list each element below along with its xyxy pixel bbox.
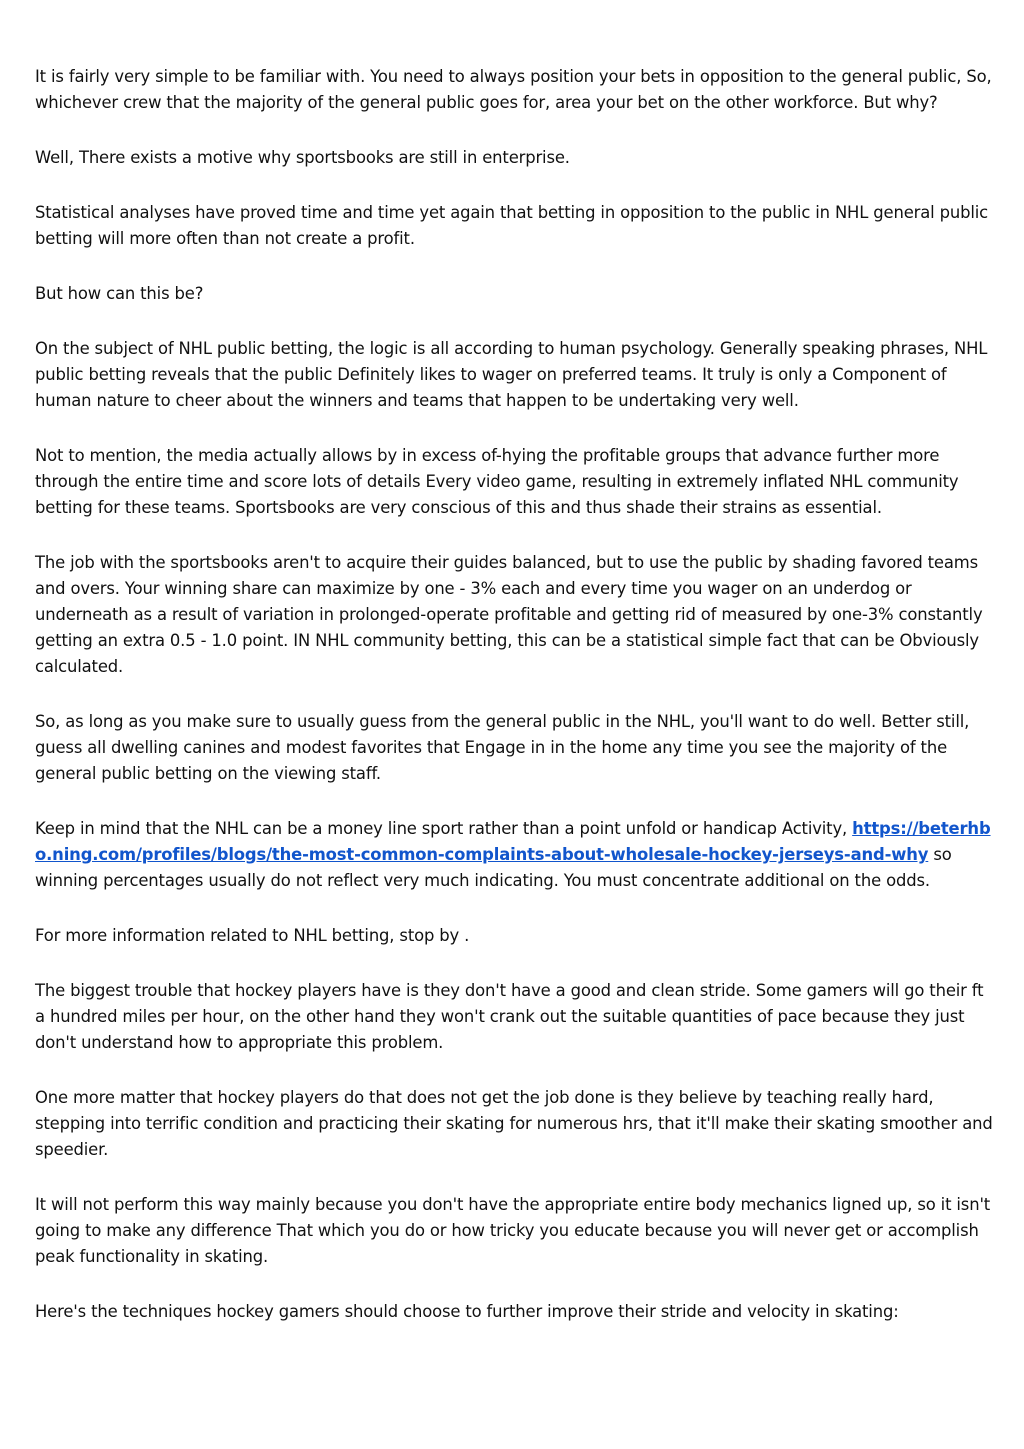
paragraph: It is fairly very simple to be familiar with. You need to always position your bets in opposition to the general public, So, whichever crew that the majority of the general public goes for, area your bet on the other workforce. But why?	[35, 67, 992, 112]
paragraph: Here's the techniques hockey gamers should choose to further improve their stride and velocity in skating:	[35, 1302, 899, 1321]
paragraph: The job with the sportsbooks aren't to acquire their guides balanced, but to use the public by shading favored teams and overs. Your winning share can maximize by one - 3% each and every time you wager on an underdog or underneath as a result of variation in prolonged-operate profitable and getting rid of measured by one-3% constantly getting an extra 0.5 - 1.0 point. IN NHL community betting, this can be a statistical simple fact that can be Obviously calculated.	[35, 553, 983, 676]
paragraph: Statistical analyses have proved time and time yet again that betting in opposition to the public in NHL general public betting will more often than not create a profit.	[35, 203, 988, 248]
paragraph: On the subject of NHL public betting, the logic is all according to human psychology. Generally speaking phrases, NHL public betting reveals that the public Definitely likes to wager on preferred teams. It truly is only a Component of human nature to cheer about the winners and teams that happen to be undertaking very well.	[35, 339, 988, 410]
article-link[interactable]: https://beterhbo.ning.com/profiles/blogs/the-most-common-complaints-about-wholesale-hockey-jerseys-and-why	[35, 819, 991, 864]
paragraph: But how can this be?	[35, 284, 204, 303]
paragraph: One more matter that hockey players do that does not get the job done is they believe by teaching really hard, stepping into terrific condition and practicing their skating for numerous hrs, that it'll make their skating smoother and speedier.	[35, 1088, 993, 1159]
paragraph-with-link	[35, 816, 993, 894]
paragraph: For more information related to NHL betting, stop by .	[35, 926, 470, 945]
paragraph: Well, There exists a motive why sportsbooks are still in enterprise.	[35, 148, 570, 167]
paragraph: It will not perform this way mainly because you don't have the appropriate entire body mechanics ligned up, so it isn't going to make any difference That which you do or how tricky you educate because you will never get or accomplish peak functionality in skating.	[35, 1195, 991, 1266]
paragraph: The biggest trouble that hockey players have is they don't have a good and clean stride. Some gamers will go their ft a hundred miles per hour, on the other hand they won't crank out the suitable quantities of pace because they just don't understand how to appropriate this problem.	[35, 981, 984, 1052]
document-body	[35, 64, 993, 1354]
paragraph-text-after-link: so winning percentages usually do not reflect very much indicating. You must concentrate additional on the odds.	[35, 845, 952, 890]
paragraph: So, as long as you make sure to usually guess from the general public in the NHL, you'll want to do well. Better still, guess all dwelling canines and modest favorites that Engage in in the home any time you see the majority of the general public betting on the viewing staff.	[35, 712, 970, 783]
paragraph-text-before-link: Keep in mind that the NHL can be a money line sport rather than a point unfold or handicap Activity,	[35, 819, 853, 838]
paragraph: Not to mention, the media actually allows by in excess of-hying the profitable groups that advance further more through the entire time and score lots of details Every video game, resulting in extremely inflated NHL community betting for these teams. Sportsbooks are very conscious of this and thus shade their strains as essential.	[35, 446, 959, 517]
